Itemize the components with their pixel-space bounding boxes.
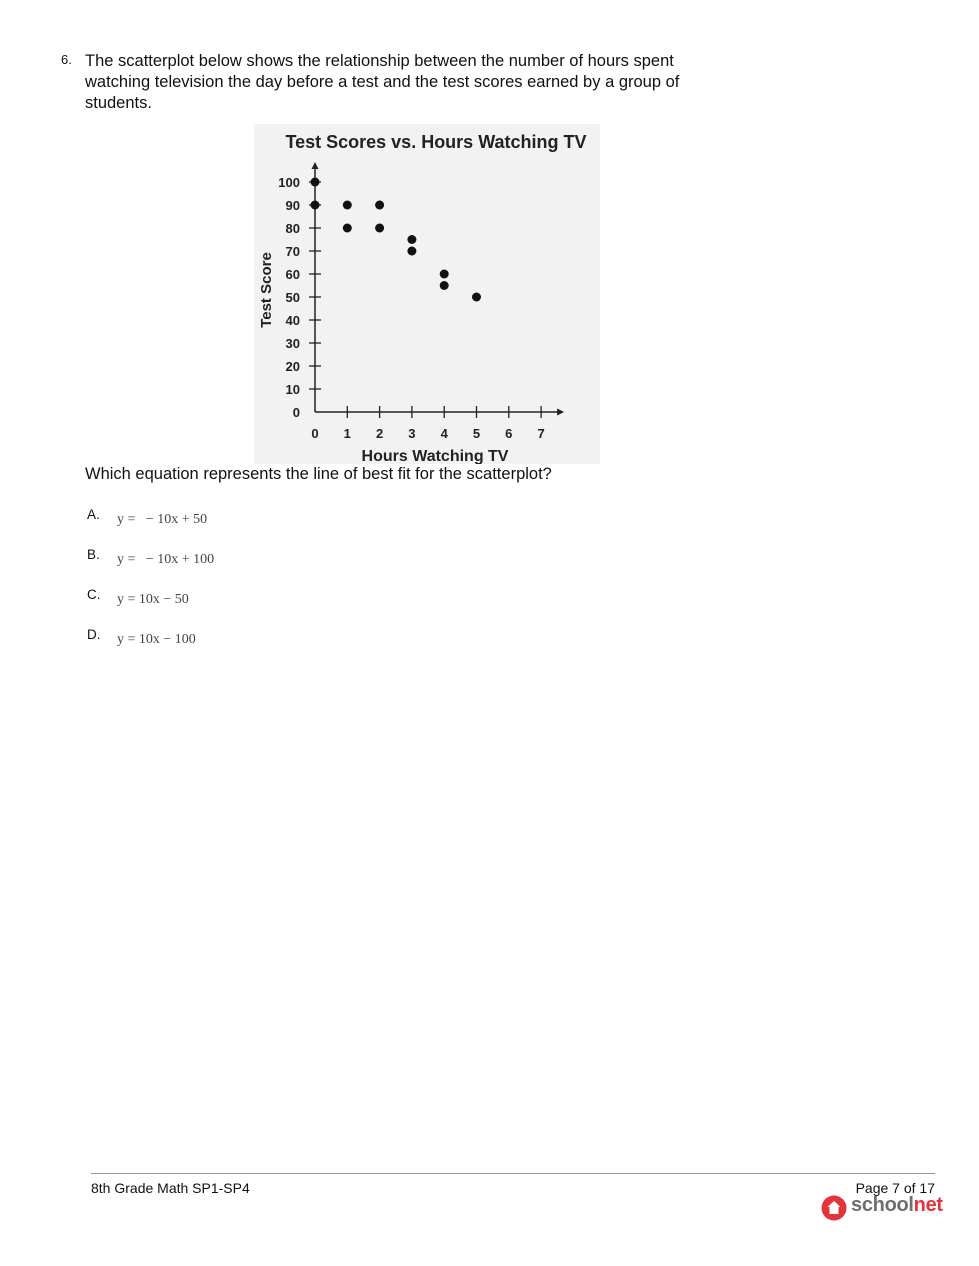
data-point <box>343 201 352 210</box>
question-number: 6. <box>61 52 72 67</box>
data-point <box>407 247 416 256</box>
x-axis-label: Hours Watching TV <box>361 448 509 464</box>
y-tick-label: 0 <box>292 405 300 420</box>
chart-svg <box>254 124 600 464</box>
chart-background <box>254 124 600 464</box>
data-point <box>440 270 449 279</box>
footer-divider <box>91 1173 935 1174</box>
footer-page-number: Page 7 of 17 <box>855 1180 935 1196</box>
y-tick-label: 100 <box>278 175 300 190</box>
data-point <box>472 293 481 302</box>
question-prompt: Which equation represents the line of best fit for the scatterplot? <box>85 465 552 483</box>
data-point <box>311 201 320 210</box>
y-tick-label: 30 <box>285 336 300 351</box>
x-tick-label: 7 <box>537 426 545 441</box>
y-tick-label: 50 <box>285 290 300 305</box>
house-icon <box>821 1195 847 1221</box>
question-text: The scatterplot below shows the relationship between the number of hours spent watching television the day before a test and the test scores earned by a group of students. <box>85 52 680 112</box>
y-tick-label: 60 <box>285 267 300 282</box>
schoolnet-logo <box>821 1194 941 1222</box>
data-point <box>311 178 320 187</box>
choice-a-equation[interactable]: y = − 10x + 50 <box>117 512 208 527</box>
x-tick-label: 0 <box>311 426 319 441</box>
y-tick-label: 20 <box>285 359 300 374</box>
logo-text-school: school <box>851 1194 914 1216</box>
chart-title: Test Scores vs. Hours Watching TV <box>285 132 587 152</box>
footer-course-title: 8th Grade Math SP1-SP4 <box>91 1180 250 1196</box>
y-tick-label: 80 <box>285 221 300 236</box>
choice-b-letter[interactable]: B. <box>87 547 100 562</box>
choice-b-equation[interactable]: y = − 10x + 100 <box>117 552 215 567</box>
data-point <box>375 224 384 233</box>
y-tick-label: 70 <box>285 244 300 259</box>
data-point <box>440 281 449 290</box>
x-tick-label: 6 <box>505 426 513 441</box>
y-tick-label: 90 <box>285 198 300 213</box>
choice-a-letter[interactable]: A. <box>87 507 100 522</box>
x-tick-label: 4 <box>440 426 448 441</box>
x-tick-label: 5 <box>472 426 481 441</box>
y-axis-label: Test Score <box>258 252 275 328</box>
choice-c-equation[interactable]: y = 10x − 50 <box>117 592 189 607</box>
data-point <box>407 235 416 244</box>
scatterplot <box>254 124 600 464</box>
x-tick-label: 2 <box>375 426 384 441</box>
data-point <box>343 224 352 233</box>
x-tick-label: 3 <box>408 426 416 441</box>
data-point <box>375 201 384 210</box>
choice-c-letter[interactable]: C. <box>87 587 101 602</box>
logo-text-net: net <box>913 1194 943 1216</box>
choice-d-equation[interactable]: y = 10x − 100 <box>117 632 196 647</box>
y-tick-label: 40 <box>285 313 300 328</box>
choice-d-letter[interactable]: D. <box>87 627 101 642</box>
x-tick-label: 1 <box>343 426 351 441</box>
y-tick-label: 10 <box>285 382 300 397</box>
